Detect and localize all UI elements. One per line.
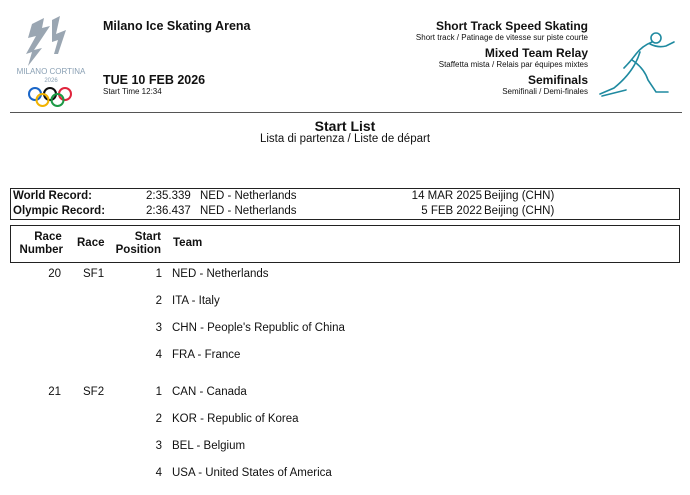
start-position: 1: [155, 386, 162, 398]
record-date: 14 MAR 2025: [411, 190, 482, 202]
table-row: [0, 440, 690, 456]
team-name: BEL - Belgium: [172, 440, 246, 452]
col-race-number-line1: Race: [34, 231, 62, 243]
short-track-pictogram-icon: [596, 28, 682, 98]
record-team: NED - Netherlands: [200, 190, 297, 202]
record-label: World Record:: [13, 190, 93, 202]
table-row: [0, 386, 690, 402]
team-name: CAN - Canada: [172, 386, 247, 398]
team-name: USA - United States of America: [172, 467, 332, 479]
col-team: Team: [173, 237, 203, 249]
race-code: SF1: [83, 268, 105, 280]
team-name: NED - Netherlands: [172, 268, 269, 280]
record-team: NED - Netherlands: [200, 205, 297, 217]
race-number: 21: [48, 386, 61, 398]
record-place: Beijing (CHN): [484, 190, 555, 202]
col-race: Race: [77, 237, 105, 249]
col-start-position-line1: Start: [134, 231, 161, 243]
phase-translation: Semifinali / Demi-finales: [502, 87, 588, 96]
records-box: [10, 188, 680, 220]
team-name: CHN - People's Republic of China: [172, 322, 345, 334]
olympic-rings-icon: [29, 88, 71, 106]
start-time: Start Time 12:34: [103, 87, 162, 96]
world-record-row: [11, 190, 679, 205]
record-place: Beijing (CHN): [484, 205, 555, 217]
table-row: [0, 349, 690, 365]
team-name: KOR - Republic of Korea: [172, 413, 299, 425]
sport-name: Short Track Speed Skating: [435, 19, 588, 33]
document-title: Start List: [314, 118, 376, 134]
race-code: SF2: [83, 386, 105, 398]
table-row: [0, 295, 690, 311]
event-info: [416, 19, 588, 96]
logo-mark-icon: [26, 16, 66, 66]
table-row: [0, 413, 690, 429]
table-row: [0, 268, 690, 284]
start-position: 2: [155, 413, 162, 425]
milano-cortina-logo: [12, 14, 90, 110]
col-race-number-line2: Number: [19, 244, 63, 256]
start-position: 4: [155, 467, 162, 479]
sport-translation: Short track / Patinage de vitesse sur piste courte: [415, 33, 588, 42]
start-position: 2: [155, 295, 162, 307]
header-divider: [10, 112, 682, 113]
olympic-record-row: [11, 205, 679, 220]
table-row: [0, 467, 690, 483]
start-position: 1: [155, 268, 162, 280]
event-date: TUE 10 FEB 2026: [103, 73, 206, 87]
document-subtitle: Lista di partenza / Liste de départ: [259, 133, 431, 145]
table-row: [0, 322, 690, 338]
venue-name: Milano Ice Skating Arena: [103, 19, 251, 33]
start-position: 4: [155, 349, 162, 361]
logo-year: 2026: [44, 78, 58, 84]
record-label: Olympic Record:: [13, 205, 106, 217]
col-start-position-line2: Position: [115, 244, 161, 256]
phase-name: Semifinals: [527, 73, 588, 87]
record-date: 5 FEB 2022: [421, 205, 482, 217]
team-name: FRA - France: [172, 349, 241, 361]
event-name: Mixed Team Relay: [484, 46, 588, 60]
event-translation: Staffetta mista / Relais par équipes mixtes: [438, 60, 588, 69]
table-header: [10, 225, 680, 263]
team-name: ITA - Italy: [172, 295, 220, 307]
record-time: 2:36.437: [146, 205, 191, 217]
race-number: 20: [48, 268, 61, 280]
start-position: 3: [155, 440, 162, 452]
start-position: 3: [155, 322, 162, 334]
logo-text: MILANO CORTINA: [16, 67, 86, 76]
record-time: 2:35.339: [146, 190, 191, 202]
